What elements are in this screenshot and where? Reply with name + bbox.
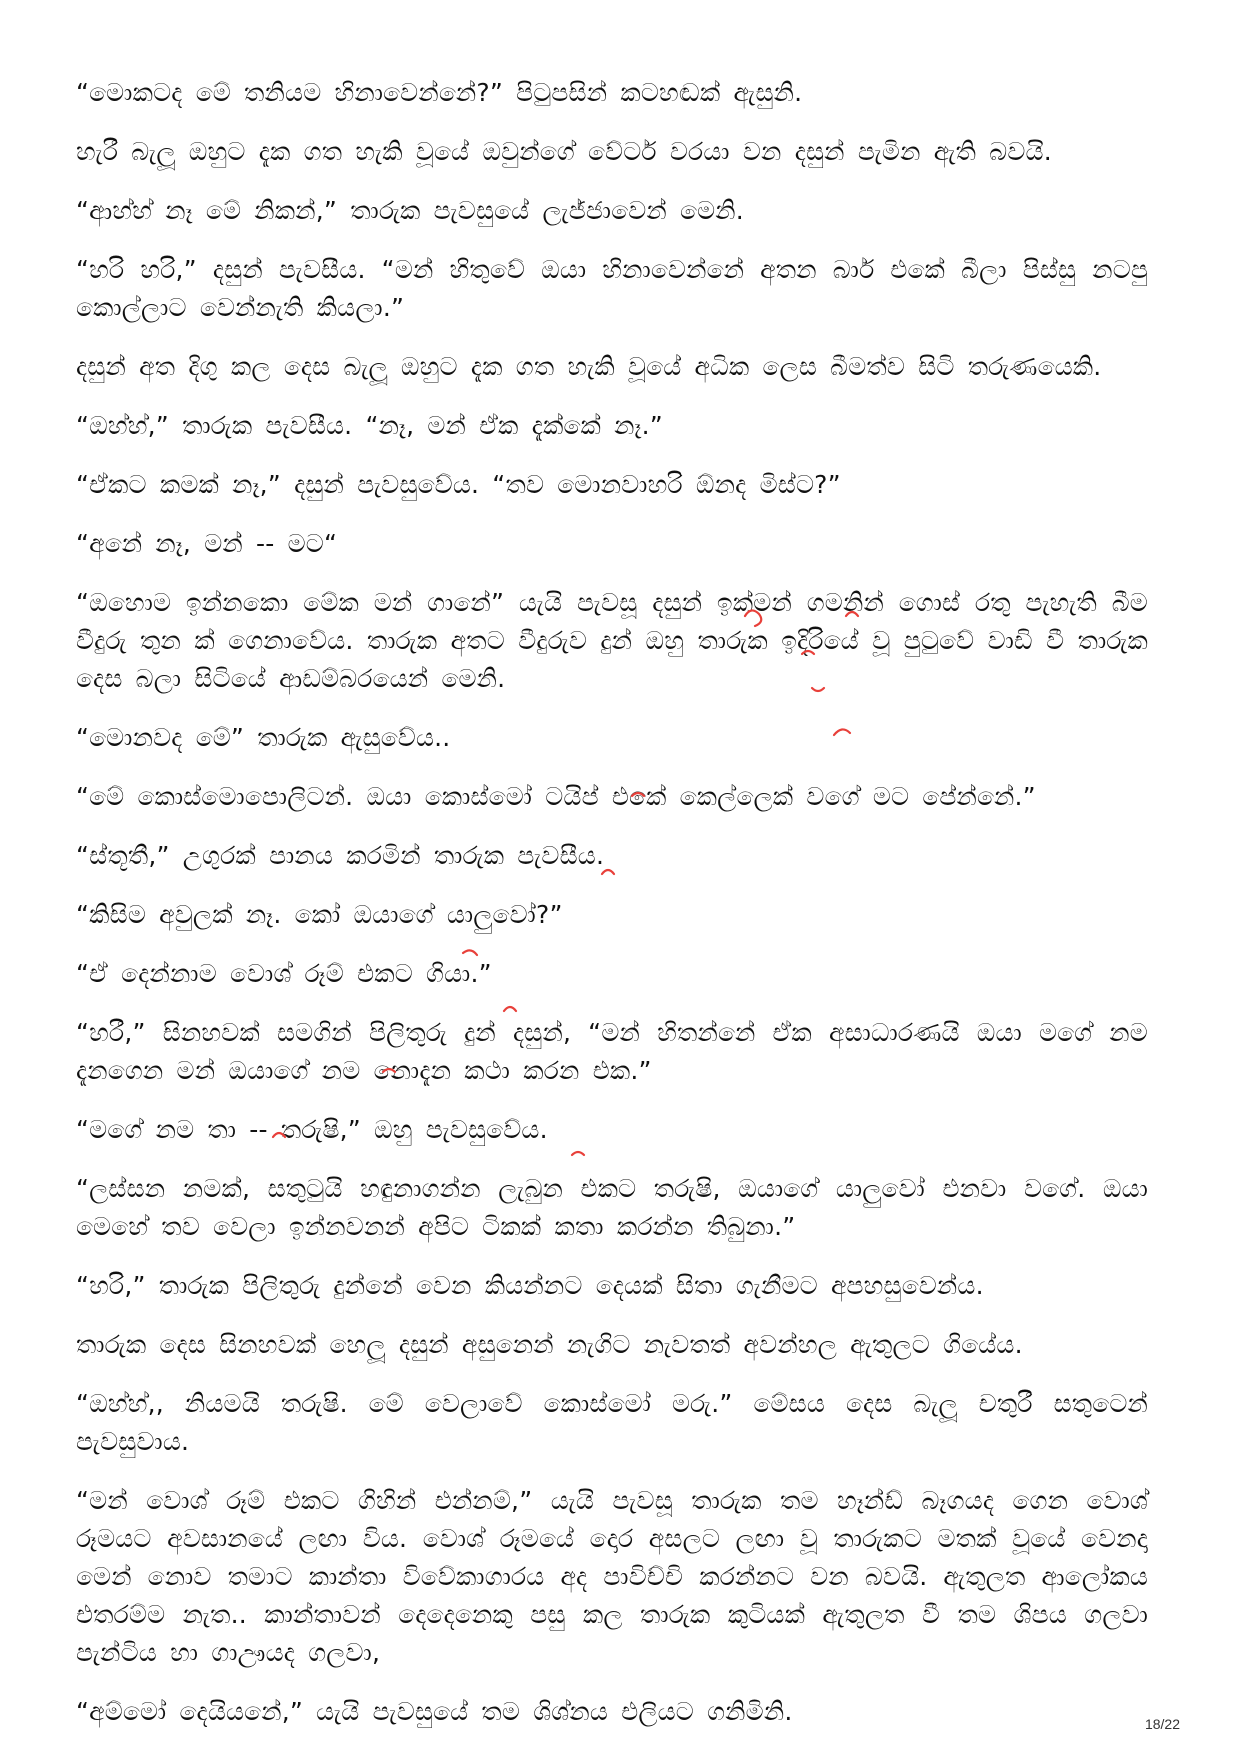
page-body	[76, 74, 1148, 1752]
paragraph-19: තාරුක දෙස සිනහවක් හෙලූ දසුන් අසුනෙන් නැගිට නැවතත් අවන්හල ඇතුලට ගියේය.	[76, 1330, 1023, 1359]
page-number: 18/22	[1144, 1716, 1180, 1732]
paragraph-12: “ස්තූතී,” උගුරක් පානය කරමින් තාරුක පැවසීය.	[76, 841, 605, 870]
paragraph-22: “අම්මෝ දෙයියනේ,” යැයි පැවසුයේ තම ශිශ්නය එලියට ගනිමිනි.	[76, 1697, 793, 1726]
paragraph-8: “අනේ නෑ, මන් -- මට“	[76, 529, 338, 558]
paragraph-4: “හරි හරි,” දසුන් පැවසීය. “මන් හිතුවේ ඔයා හිනාවෙන්නේ අතන බාර් එකේ බීලා පිස්සු නටපු කොල්ලාට වෙන්නැති කියලා.”	[76, 255, 1148, 322]
paragraph-1: “මොකටද මේ තනියම හිනාවෙන්නේ?” පිටුපසින් කටහඬක් ඇසුනි.	[76, 78, 803, 107]
paragraph-21: “මන් වොශ් රූම් එකට ගිහින් එන්නම්,” යැයි පැවසූ තාරුක තම හෑන්ඩ් බෑගයද ගෙන වොශ් රූමයට අවසානයේ ලඟා විය. වොශ් රූමයේ දොර අසලට ලඟා වූ තාරුකට මතක් වූයේ වෙනදා මෙන් නොව තමාට කාන්තා විවේකාගාරය අද පාවිච්චි කරන්නට වන බවයි. ඇතුලත ආලෝකය එතරම්ම නැත.. කාන්තාවන් දෙදෙනෙකු පසු කල තාරුක කුටියක් ඇතුලත වී තම ශිපය ගලවා පැන්ටිය හා ගාඌයද ගලවා,	[76, 1486, 1148, 1667]
paragraph-17: “ලස්සන නමක්, සතුටුයි හඳුනාගන්න ලැබුන එකට තරුෂි, ඔයාගේ යාලුවෝ එනවා වගේ. ඔයා මෙහේ තව වෙලා ඉන්නවනන් අපිට ටිකක් කතා කරන්න තිබුනා.”	[76, 1174, 1148, 1241]
paragraph-9: “ඔහොම ඉන්නකො මේක මන් ගානේ” යැයි පැවසූ දසුන් ඉක්මන් ගමනින් ගොස් රතු පැහැති බීම වීදුරු තුන ක් ගෙනාවේය. තාරුක අතට වීදුරුව දුන් ඔහු තාරුක ඉදිරියේ වූ පුටුවේ වාඩි වී තාරුක දෙස බලා සිටියේ ආඩම්බරයෙන් මෙනි.	[76, 588, 1148, 693]
paragraph-18: “හරි,” තාරුක පිලිතුරු දුන්නේ වෙන කියන්නට දෙයක් සිතා ගැනීමට අපහසුවෙන්ය.	[76, 1271, 984, 1300]
paragraph-15: “හරී,” සිනහවක් සමගින් පිලිතුරු දුන් දසුන්, “මන් හිතන්නේ ඒක අසාධාරණයි ඔයා මගේ නම දැනගෙන මන් ඔයාගේ නම නොදැන කථා කරන එක.”	[76, 1018, 1148, 1085]
paragraph-13: “කිසිම අවුලක් නෑ. කෝ ඔයාගේ යාලුවෝ?”	[76, 900, 563, 929]
paragraph-20: “ඔහ්හ්,, නියමයි තරුෂි. මේ වෙලාවේ කොස්මෝ මරු.” මේසය දෙස බැලූ චතුරී සතුටෙන් පැවසුවාය.	[76, 1389, 1148, 1456]
paragraph-11: “මේ කොස්මොපොලිටන්. ඔයා කොස්මෝ ටයිප් එකේ කෙල්ලෙක් වගේ මට පේන්නේ.”	[76, 782, 1036, 811]
paragraph-3: “ආහ්හ් නෑ මේ නිකන්,” තාරුක පැවසුයේ ලැජ්ජාවෙන් මෙනි.	[76, 196, 744, 225]
paragraph-2: හැරී බැලූ ඔහුට දැක ගත හැකි වූයේ ඔවුන්ගේ වේටර් වරයා වන දසුන් පැමින ඇති බවයි.	[76, 137, 1052, 166]
paragraph-6: “ඔහ්හ්,” තාරුක පැවසීය. “නෑ, මන් ඒක දැක්කේ නෑ.”	[76, 411, 663, 440]
paragraph-7: “ඒකට කමක් නෑ,” දසුන් පැවසුවේය. “තව මොනවාහරි ඕනද මිස්ට?”	[76, 470, 841, 499]
paragraph-10: “මොනවද මේ” තාරුක ඇසුවේය..	[76, 723, 451, 752]
paragraph-14: “ඒ දෙන්නාම වොශ් රූම් එකට ගියා.”	[76, 959, 492, 988]
paragraph-5: දසුන් අත දිගු කල දෙස බැලූ ඔහුට දැක ගත හැකි වූයේ අධික ලෙස බීමත්ව සිටි තරුණයෙකි.	[76, 352, 1102, 381]
paragraph-16: “මගේ නම තා -- තරුෂි,” ඔහු පැවසුවේය.	[76, 1115, 548, 1144]
